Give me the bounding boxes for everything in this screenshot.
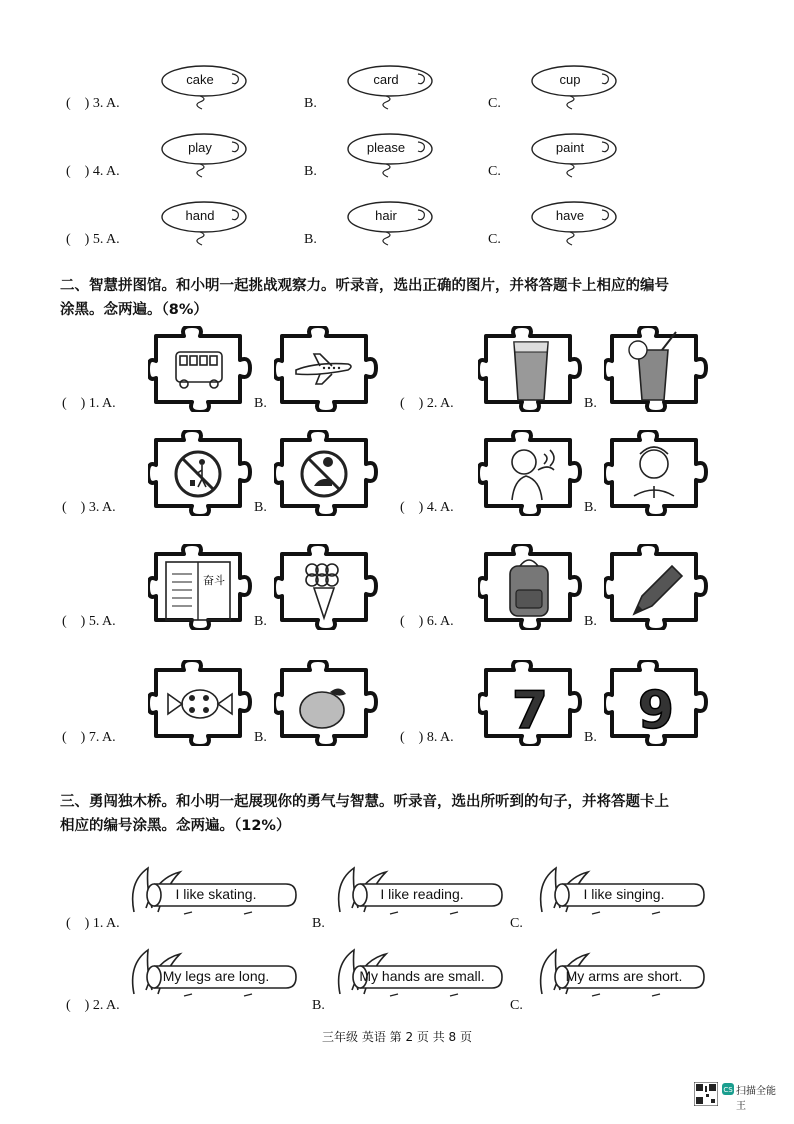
option-c-label: C. [510,916,523,931]
bubble-word: paint [555,140,585,155]
option-c-label: C. [488,232,501,247]
speech-bubble[interactable] [346,62,436,110]
number-nine-text: 9 [637,681,675,741]
sentence-text: I like skating. [175,886,257,902]
scanner-logo-icon [722,1083,734,1095]
question-number: ( ) 1. A. [62,396,116,411]
sentence-text: I like singing. [583,886,665,902]
speech-bubble[interactable] [530,130,620,178]
puzzle-option-a[interactable] [478,544,582,630]
sentence-text: My hands are small. [359,968,485,984]
log-bridge-option[interactable] [532,944,707,999]
question-number: ( ) 8. A. [400,730,454,745]
option-b-label: B. [584,396,597,411]
bubble-word: card [373,72,399,87]
puzzle-option-a[interactable] [478,430,582,516]
puzzle-option-a[interactable] [148,544,252,630]
number-seven-icon [478,660,582,746]
log-bridge-option[interactable] [330,944,505,999]
speech-bubble[interactable] [530,62,620,110]
option-b-label: B. [312,916,325,931]
bubble-word: hair [375,208,397,223]
option-c-label: C. [488,164,501,179]
bubble-word: hand [185,208,215,223]
option-b-label: B. [254,614,267,629]
question-number: ( ) 5. A. [66,232,120,247]
puzzle-option-b[interactable] [604,430,708,516]
bubble-word: play [188,140,212,155]
juice-drink-icon [604,326,708,412]
puzzle-option-a[interactable] [478,660,582,746]
puzzle-option-b[interactable] [604,544,708,630]
speech-bubble[interactable] [160,130,250,178]
question-number: ( ) 5. A. [62,614,116,629]
option-b-label: B. [254,396,267,411]
sentence-text: My legs are long. [162,968,270,984]
no-picking-flowers-sign-icon [274,430,378,516]
section-two-title [60,274,794,322]
option-b-label: B. [584,730,597,745]
bubble-word: have [555,208,585,223]
question-number: ( ) 3. A. [62,500,116,515]
puzzle-option-a[interactable] [148,326,252,412]
book-cover-text: 奋斗 [203,574,225,587]
scanner-badge [694,1080,784,1112]
option-b-label: B. [304,164,317,179]
option-b-label: B. [304,96,317,111]
sentence-text: My arms are short. [565,968,683,984]
log-bridge-option[interactable] [330,862,505,917]
qr-code-icon [694,1082,718,1106]
flowers-icon [274,544,378,630]
boy-reading-icon [604,430,708,516]
puzzle-option-a[interactable] [478,326,582,412]
puzzle-option-b[interactable] [274,660,378,746]
section-three-title [60,790,794,838]
section-two-title-line2: 涂黑。念两遍。（8%） [60,302,208,318]
puzzle-option-b[interactable] [604,326,708,412]
puzzle-option-b[interactable] [274,544,378,630]
option-b-label: B. [254,730,267,745]
option-b-label: B. [584,500,597,515]
bubble-word: please [366,140,406,155]
question-number: ( ) 6. A. [400,614,454,629]
puzzle-option-b[interactable] [604,660,708,746]
number-seven-text: 7 [511,681,549,741]
boy-singing-icon [478,430,582,516]
question-number: ( ) 2. A. [400,396,454,411]
option-b-label: B. [312,998,325,1013]
juice-glass-icon [478,326,582,412]
speech-bubble[interactable] [160,198,250,246]
option-c-label: C. [510,998,523,1013]
sentence-text: I like reading. [380,886,464,902]
puzzle-option-b[interactable] [274,430,378,516]
backpack-icon [478,544,582,630]
section-three-title-line1: 三、勇闯独木桥。和小明一起展现你的勇气与智慧。听录音，选出所听到的句子，并将答题卡上 [60,794,669,810]
question-number: ( ) 2. A. [66,998,120,1013]
bus-icon [148,326,252,412]
option-b-label: B. [584,614,597,629]
speech-bubble[interactable] [160,62,250,110]
question-number: ( ) 4. A. [66,164,120,179]
question-number: ( ) 3. A. [66,96,120,111]
page-footer: 三年级 英语 第 2 页 共 8 页 [322,1030,472,1044]
puzzle-option-a[interactable] [148,660,252,746]
question-number: ( ) 1. A. [66,916,120,931]
section-two-title-line1: 二、智慧拼图馆。和小明一起挑战观察力。听录音，选出正确的图片，并将答题卡上相应的编号 [60,278,669,294]
pencil-icon [604,544,708,630]
option-c-label: C. [488,96,501,111]
question-number: ( ) 7. A. [62,730,116,745]
book-icon [148,544,252,630]
speech-bubble[interactable] [530,198,620,246]
no-littering-sign-icon [148,430,252,516]
puzzle-option-b[interactable] [274,326,378,412]
speech-bubble[interactable] [346,130,436,178]
question-number: ( ) 4. A. [400,500,454,515]
section-three-title-line2: 相应的编号涂黑。念两遍。（12%） [60,818,291,834]
puzzle-option-a[interactable] [148,430,252,516]
log-bridge-option[interactable] [124,944,299,999]
airplane-icon [274,326,378,412]
option-b-label: B. [304,232,317,247]
bubble-word: cup [559,72,581,87]
log-bridge-option[interactable] [124,862,299,917]
candy-icon [148,660,252,746]
scanner-label: 扫描全能王 [736,1086,776,1112]
lemon-icon [274,660,378,746]
log-bridge-option[interactable] [532,862,707,917]
bubble-word: cake [186,72,214,87]
number-nine-icon [604,660,708,746]
svg-text:CS: CS [723,1086,733,1094]
speech-bubble[interactable] [346,198,436,246]
option-b-label: B. [254,500,267,515]
